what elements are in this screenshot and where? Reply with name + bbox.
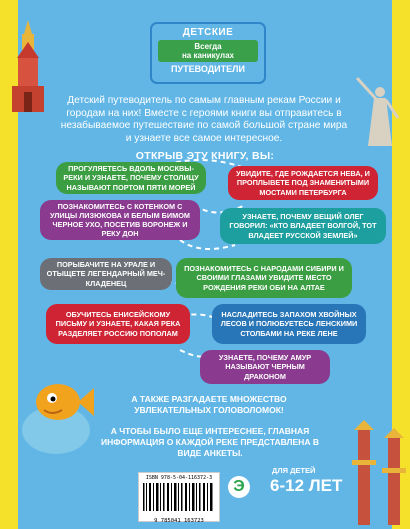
card-text: УВИДИТЕ, ГДЕ РОЖДАЕТСЯ НЕВА, И ПРОПЛЫВЕТЕ ПОД ЗНАМЕНИТЫМИ МОСТАМИ ПЕТЕРБУРГА: [236, 169, 370, 197]
card-text: ПОРЫБАЧИТЕ НА УРАЛЕ И ОТЫЩЕТЕ ЛЕГЕНДАРНЫЙ МЕЧ-КЛАДЕНЕЦ: [46, 260, 166, 288]
age-range: 6-12 ЛЕТ: [270, 476, 343, 495]
goldfish-icon: [18, 370, 98, 460]
card-lena: [212, 304, 366, 344]
card-text: ПОЗНАКОМИТЕСЬ С НАРОДАМИ СИБИРИ И СВОИМИ ГЛАЗАМИ УВИДИТЕ МЕСТО РОЖДЕНИЯ РЕКИ ОБИ НА АЛТАЕ: [184, 264, 344, 292]
intro-text: Детский путеводитель по самым главным рекам России и городам на них! Вместе с героями книги вы отправитесь в незабываемое путешествие по самой большой стране мира и узнаете все самое интересное.: [60, 95, 348, 144]
series-middle-line1: Всегда: [194, 42, 222, 51]
series-middle-line2: на каникулах: [181, 51, 235, 60]
card-text: ПРОГУЛЯЕТЕСЬ ВДОЛЬ МОСКВЫ-РЕКИ И УЗНАЕТЕ, ПОЧЕМУ СТОЛИЦУ НАЗЫВАЮТ ПОРТОМ ПЯТИ МОРЕЙ: [63, 164, 199, 192]
card-text: УЗНАЕТЕ, ПОЧЕМУ АМУР НАЗЫВАЮТ ЧЕРНЫМ ДРАКОНОМ: [218, 353, 312, 381]
motherland-statue-icon: [352, 70, 402, 150]
card-text: УЗНАЕТЕ, ПОЧЕМУ ВЕЩИЙ ОЛЕГ ГОВОРИЛ: «КТО ВЛАДЕЕТ ВОЛГОЙ, ТОТ ВЛАДЕЕТ РУССКОЙ ЗЕМЛЕЙ»: [229, 212, 377, 240]
rostral-column-icon: [350, 420, 408, 525]
extra-info-text: А ЧТОБЫ БЫЛО ЕЩЕ ИНТЕРЕСНЕЕ, ГЛАВНАЯ ИНФОРМАЦИЯ О КАЖДОЙ РЕКЕ ПРЕДСТАВЛЕНА В ВИДЕ АНКЕТЫ.: [101, 426, 319, 458]
church-icon: [2, 20, 54, 115]
barcode-digits: 9 785041 163723: [154, 518, 204, 524]
series-bottom-label: ПУТЕВОДИТЕЛИ: [171, 64, 245, 74]
card-volga: [220, 208, 386, 244]
card-amur: [200, 350, 330, 384]
publisher-logo-icon: Э: [228, 476, 250, 498]
card-yenisei: [46, 304, 190, 344]
card-ob-altai: [176, 258, 352, 298]
card-text: НАСЛАДИТЕСЬ ЗАПАХОМ ХВОЙНЫХ ЛЕСОВ И ПОЛЮБУЕТЕСЬ ЛЕНСКИМИ СТОЛБАМИ НА РЕКЕ ЛЕНЕ: [220, 310, 358, 338]
card-ural: [40, 258, 172, 290]
barcode: [138, 472, 220, 522]
age-label: ДЛЯ ДЕТЕЙ: [272, 466, 316, 475]
extra-puzzles-text: А ТАКЖЕ РАЗГАДАЕТЕ МНОЖЕСТВО УВЛЕКАТЕЛЬНЫХ ГОЛОВОЛОМОК!: [131, 394, 287, 415]
barcode-bars: [143, 483, 215, 513]
isbn-number: ISBN 978-5-04-116372-3: [145, 475, 213, 481]
card-text: ОБУЧИТЕСЬ ЕНИСЕЙСКОМУ ПИСЬМУ И УЗНАЕТЕ, КАКАЯ РЕКА РАЗДЕЛЯЕТ РОССИЮ ПОПОЛАМ: [55, 310, 181, 338]
card-moscow-river: [56, 162, 206, 194]
card-text: ПОЗНАКОМИТЕСЬ С КОТЕНКОМ С УЛИЦЫ ЛИЗЮКОВА И БЕЛЫМ БИМОМ ЧЕРНОЕ УХО, ПОСЕТИВ ВОРОНЕЖ И РЕКУ ДОН: [50, 201, 190, 239]
series-top-label: ДЕТСКИЕ: [182, 27, 234, 38]
section-heading: ОТКРЫВ ЭТУ КНИГУ, ВЫ:: [135, 150, 275, 162]
series-badge: [150, 22, 266, 84]
card-voronezh-don: [40, 200, 200, 240]
card-neva: [228, 166, 378, 200]
series-middle-label: [158, 40, 258, 62]
